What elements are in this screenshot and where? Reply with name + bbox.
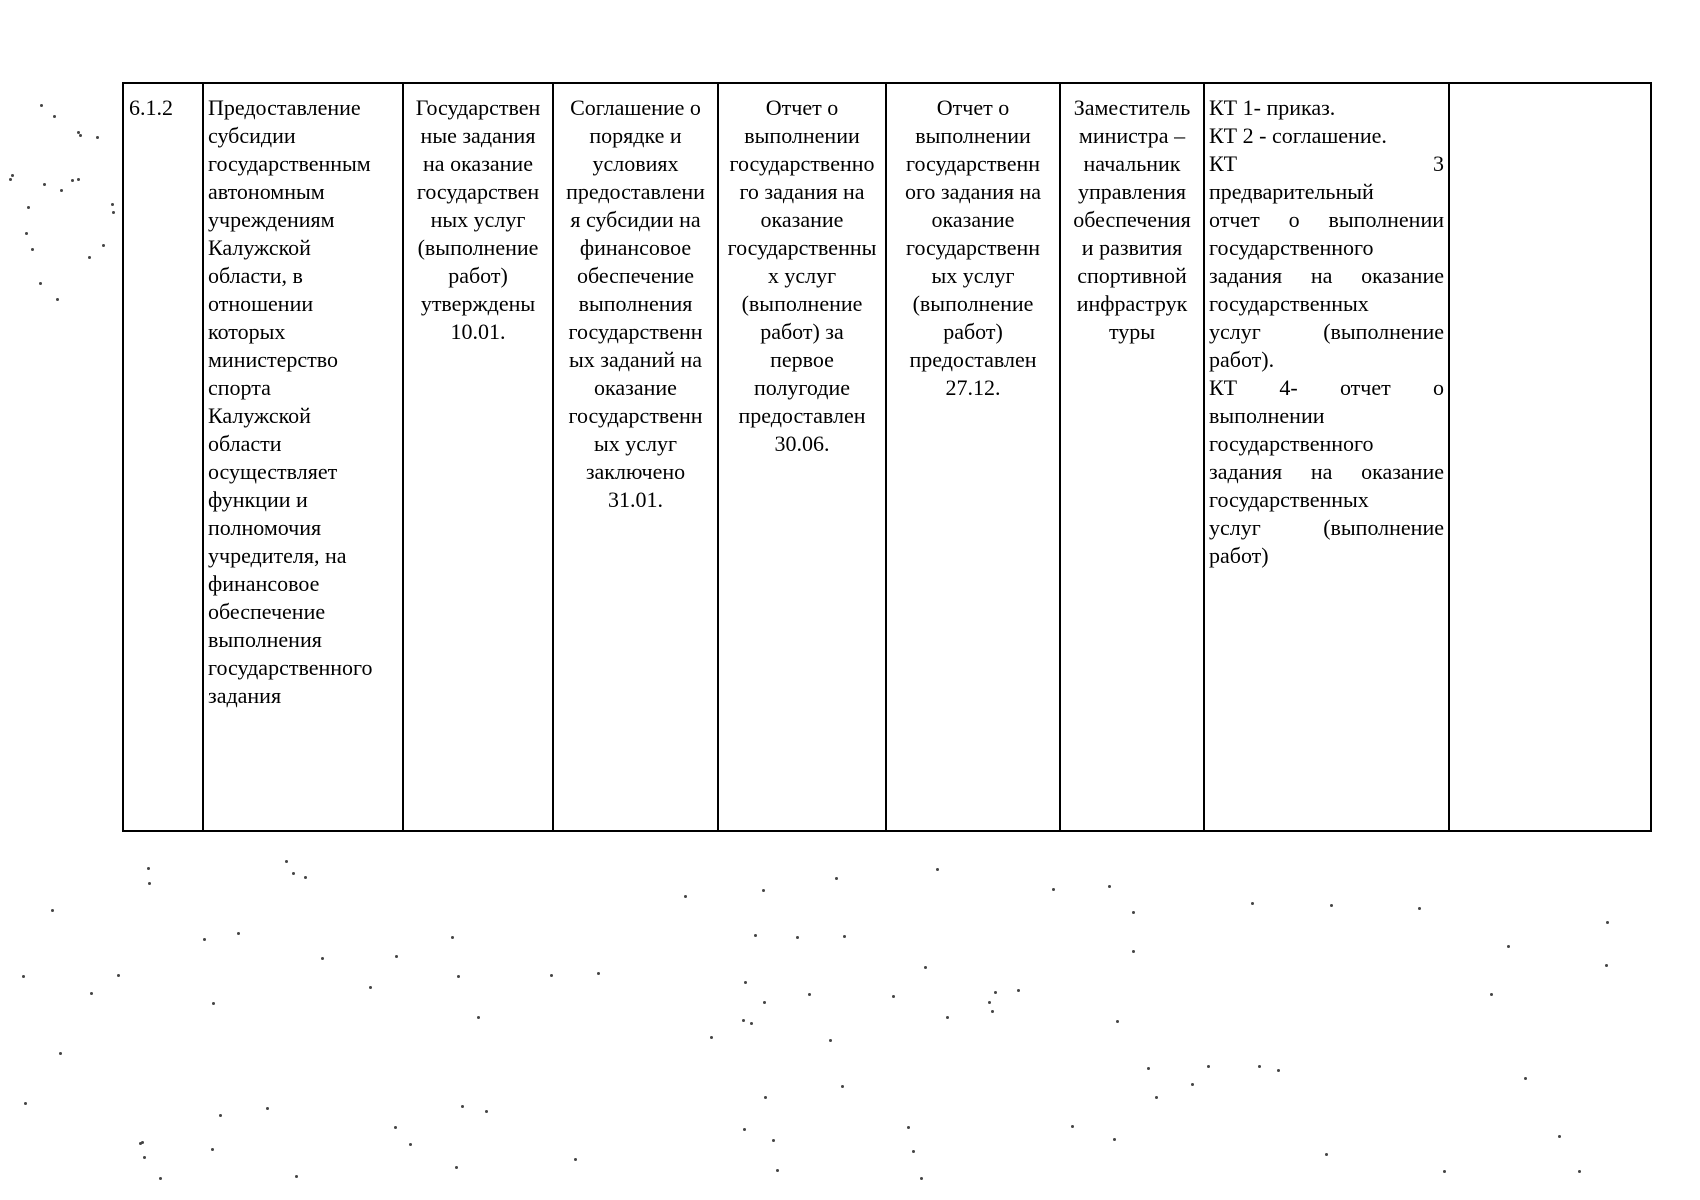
noise-speck (743, 1128, 746, 1131)
cell-text-line: работ) (448, 263, 508, 288)
noise-speck (1155, 1096, 1158, 1099)
noise-speck (763, 1001, 766, 1004)
cell-text-line: обеспечение (208, 599, 326, 624)
noise-speck (924, 966, 927, 969)
noise-speck (1017, 989, 1020, 992)
noise-speck (920, 1177, 923, 1180)
cell-text-line: задания на оказание (1209, 263, 1444, 288)
noise-speck (457, 975, 460, 978)
cell-text-line: государствен (416, 179, 540, 204)
noise-speck (40, 104, 43, 107)
noise-speck (1258, 1065, 1261, 1068)
cell-text-line: порядке и (589, 123, 682, 148)
noise-speck (1443, 1170, 1446, 1173)
cell-text-line: оказание (760, 207, 844, 232)
noise-speck (212, 1002, 215, 1005)
noise-speck (455, 1166, 458, 1169)
noise-speck (892, 995, 895, 998)
noise-speck (43, 183, 46, 186)
cell-text-line: работ) (943, 319, 1003, 344)
cell-text-line: первое (770, 347, 834, 372)
cell-text-line: обеспечения (1073, 207, 1191, 232)
event-description-cell (204, 84, 404, 830)
cell-text-line: Заместитель (1073, 95, 1191, 120)
noise-speck (27, 206, 30, 209)
cell-text-line: начальник (1083, 151, 1181, 176)
cell-text-line: выполнении (744, 123, 860, 148)
noise-speck (1418, 907, 1421, 910)
noise-speck (9, 178, 12, 181)
cell-text-line: управления (1077, 179, 1187, 204)
cell-text-line: ых заданий на (568, 347, 703, 372)
noise-speck (1490, 993, 1493, 996)
noise-speck (79, 134, 82, 137)
noise-speck (96, 136, 99, 139)
noise-speck (1606, 921, 1609, 924)
cell-text-line: учреждениям (208, 207, 335, 232)
cell-text-line: Предоставление (208, 95, 361, 120)
cell-text-line: области (208, 431, 282, 456)
noise-speck (946, 1016, 949, 1019)
noise-speck (991, 1010, 994, 1013)
noise-speck (71, 179, 74, 182)
cell-text-line: спортивной (1077, 263, 1187, 288)
cell-text-line: Отчет о (765, 95, 839, 120)
cell-text-line: предоставлен (738, 403, 866, 428)
noise-speck (1507, 945, 1510, 948)
cell-text-line: х услуг (767, 263, 837, 288)
noise-speck (409, 1143, 412, 1146)
noise-speck (550, 974, 553, 977)
noise-speck (159, 1177, 162, 1180)
noise-speck (39, 282, 42, 285)
noise-speck (77, 178, 80, 181)
cell-text-line: я субсидии на (570, 207, 701, 232)
noise-speck (744, 981, 747, 984)
noise-speck (295, 1175, 298, 1178)
cell-text-line: ные задания (420, 123, 536, 148)
cell-text-line: туры (1108, 319, 1156, 344)
cell-text-line: ого задания на (904, 179, 1042, 204)
cell-text-line: осуществляет (208, 459, 338, 484)
cell-text-line: работ) (1209, 543, 1269, 568)
result-agreement-cell (554, 84, 719, 830)
plan-table (122, 82, 1652, 832)
noise-speck (451, 936, 454, 939)
noise-speck (117, 974, 120, 977)
cell-text-line: (выполнение (417, 235, 539, 260)
cell-text-line: спорта (208, 375, 271, 400)
cell-text-line: государственным (208, 151, 371, 176)
noise-speck (485, 1110, 488, 1113)
noise-speck (285, 860, 288, 863)
cell-text-line: 27.12. (945, 375, 1001, 400)
noise-speck (1132, 950, 1135, 953)
cell-text-line: государственного (1209, 431, 1374, 456)
noise-speck (772, 1139, 775, 1142)
responsible-person-cell (1061, 84, 1205, 830)
cell-text-line: задания (208, 683, 282, 708)
noise-speck (684, 895, 687, 898)
noise-speck (56, 298, 59, 301)
cell-text-line: полугодие (753, 375, 851, 400)
cell-text-line: субсидии (208, 123, 296, 148)
cell-text-line: Государствен (415, 95, 541, 120)
noise-speck (88, 256, 91, 259)
noise-speck (1071, 1125, 1074, 1128)
cell-text-line: 31.01. (608, 487, 663, 512)
cell-text-line: государственного (1209, 235, 1374, 260)
noise-speck (219, 1114, 222, 1117)
noise-speck (1207, 1065, 1210, 1068)
cell-text-line: министерство (208, 347, 339, 372)
noise-speck (988, 1001, 991, 1004)
noise-speck (742, 1019, 745, 1022)
cell-text-line: финансовое (208, 571, 320, 596)
cell-text-line: (выполнение (741, 291, 863, 316)
noise-speck (829, 1039, 832, 1042)
cell-text-line: области, в (208, 263, 303, 288)
cell-text-line: обеспечение (576, 263, 695, 288)
checkpoints-cell (1205, 84, 1450, 830)
noise-speck (304, 876, 307, 879)
noise-speck (1605, 964, 1608, 967)
noise-speck (1116, 1020, 1119, 1023)
noise-speck (1325, 1153, 1328, 1156)
cell-text-line: Калужской (208, 235, 311, 260)
noise-speck (907, 1126, 910, 1129)
noise-speck (461, 1105, 464, 1108)
noise-speck (1113, 1138, 1116, 1141)
row-number: 6.1.2 (129, 95, 173, 120)
noise-speck (53, 115, 56, 118)
cell-text-line: КТ 3 (1209, 151, 1444, 176)
noise-speck (1524, 1077, 1527, 1080)
noise-speck (1147, 1067, 1150, 1070)
cell-text-line: полномочия (208, 515, 322, 540)
cell-text-line: услуг (выполнение (1209, 515, 1444, 540)
noise-speck (1191, 1083, 1194, 1086)
noise-speck (574, 1158, 577, 1161)
cell-text-line: ых услуг (593, 431, 678, 456)
cell-text-line: заключено (585, 459, 686, 484)
noise-speck (835, 877, 838, 880)
cell-text-line: государственн (905, 151, 1041, 176)
cell-text-line: выполнения (208, 627, 322, 652)
result-half-year-report-cell (719, 84, 887, 830)
cell-text-line: ных услуг (430, 207, 526, 232)
noise-speck (292, 872, 295, 875)
cell-text-line: ых услуг (931, 263, 1015, 288)
cell-text-line: Соглашение о (570, 95, 701, 120)
noise-speck (148, 882, 151, 885)
noise-speck (211, 1148, 214, 1151)
noise-speck (112, 211, 115, 214)
noise-speck (1108, 885, 1111, 888)
row-number-cell (124, 84, 204, 830)
cell-text-line: которых (208, 319, 286, 344)
noise-speck (754, 934, 757, 937)
noise-speck (1052, 888, 1055, 891)
noise-speck (147, 867, 150, 870)
noise-speck (31, 248, 34, 251)
cell-text-line: услуг (выполнение (1209, 319, 1444, 344)
noise-speck (1578, 1170, 1581, 1173)
cell-text-line: работ) за (760, 319, 844, 344)
cell-text-line: Калужской (208, 403, 311, 428)
noise-speck (1330, 904, 1333, 907)
noise-speck (59, 1052, 62, 1055)
cell-text-line: отношении (208, 291, 314, 316)
cell-text-line: министра – (1078, 123, 1186, 148)
noise-speck (764, 1096, 767, 1099)
cell-text-line: и развития (1081, 235, 1183, 260)
result-annual-report-cell (887, 84, 1061, 830)
cell-text-line: условиях (592, 151, 679, 176)
noise-speck (25, 232, 28, 235)
noise-speck (395, 955, 398, 958)
noise-speck (143, 1156, 146, 1159)
noise-speck (912, 1150, 915, 1153)
noise-speck (102, 244, 105, 247)
noise-speck (1251, 902, 1254, 905)
cell-text-line: предварительный (1209, 179, 1374, 204)
cell-text-line: КТ 2 - соглашение. (1209, 123, 1387, 148)
cell-text-line: 30.06. (774, 431, 830, 456)
cell-text-line: го задания на (739, 179, 865, 204)
noise-speck (762, 889, 765, 892)
cell-text-line: государственн (568, 319, 703, 344)
cell-text-line: государственны (727, 235, 877, 260)
noise-speck (796, 936, 799, 939)
noise-speck (203, 938, 206, 941)
noise-speck (936, 868, 939, 871)
cell-text-line: предоставлен (909, 347, 1037, 372)
cell-text-line: отчет о выполнении (1209, 207, 1444, 232)
cell-text-line: 10.01. (450, 319, 506, 344)
cell-text-line: государственных (1209, 291, 1369, 316)
cell-text-line: (выполнение (912, 291, 1034, 316)
cell-text-line: предоставлени (566, 179, 705, 204)
cell-text-line: государственных (1209, 487, 1369, 512)
cell-text-line: КТ 1- приказ. (1209, 95, 1336, 120)
noise-speck (808, 993, 811, 996)
noise-speck (60, 189, 63, 192)
noise-speck (11, 174, 14, 177)
noise-speck (321, 957, 324, 960)
cell-text-line: выполнении (915, 123, 1031, 148)
noise-speck (776, 1169, 779, 1172)
cell-text-line: инфраструк (1076, 291, 1188, 316)
empty-last-cell (1450, 84, 1650, 830)
noise-speck (24, 1102, 27, 1105)
cell-text-line: автономным (208, 179, 325, 204)
noise-speck (710, 1036, 713, 1039)
noise-speck (843, 935, 846, 938)
noise-speck (477, 1016, 480, 1019)
cell-text-line: функции и (208, 487, 308, 512)
noise-speck (1558, 1135, 1561, 1138)
noise-speck (111, 203, 114, 206)
noise-speck (369, 986, 372, 989)
noise-speck (51, 909, 54, 912)
noise-speck (139, 1142, 142, 1145)
cell-text-line: государственн (568, 403, 703, 428)
cell-text-line: государственн (905, 235, 1041, 260)
cell-text-line: оказание (594, 375, 677, 400)
noise-speck (750, 1022, 753, 1025)
cell-text-line: КТ 4- отчет о (1209, 375, 1444, 400)
cell-text-line: Отчет о (936, 95, 1010, 120)
cell-text-line: задания на оказание (1209, 459, 1444, 484)
noise-speck (1277, 1069, 1280, 1072)
noise-speck (597, 972, 600, 975)
cell-text-line: государственно (729, 151, 875, 176)
result-approval-cell (404, 84, 554, 830)
cell-text-line: работ). (1209, 347, 1275, 372)
noise-speck (994, 991, 997, 994)
cell-text-line: финансовое (579, 235, 692, 260)
cell-text-line: выполнения (578, 291, 693, 316)
cell-text-line: утверждены (420, 291, 536, 316)
cell-text-line: оказание (931, 207, 1015, 232)
noise-speck (22, 975, 25, 978)
cell-text-line: государственного (208, 655, 373, 680)
noise-speck (1132, 911, 1135, 914)
noise-speck (90, 992, 93, 995)
noise-speck (841, 1085, 844, 1088)
cell-text-line: учредителя, на (208, 543, 347, 568)
noise-speck (394, 1126, 397, 1129)
noise-speck (266, 1107, 269, 1110)
cell-text-line: на оказание (423, 151, 533, 176)
cell-text-line: выполнении (1209, 403, 1325, 428)
noise-speck (237, 932, 240, 935)
